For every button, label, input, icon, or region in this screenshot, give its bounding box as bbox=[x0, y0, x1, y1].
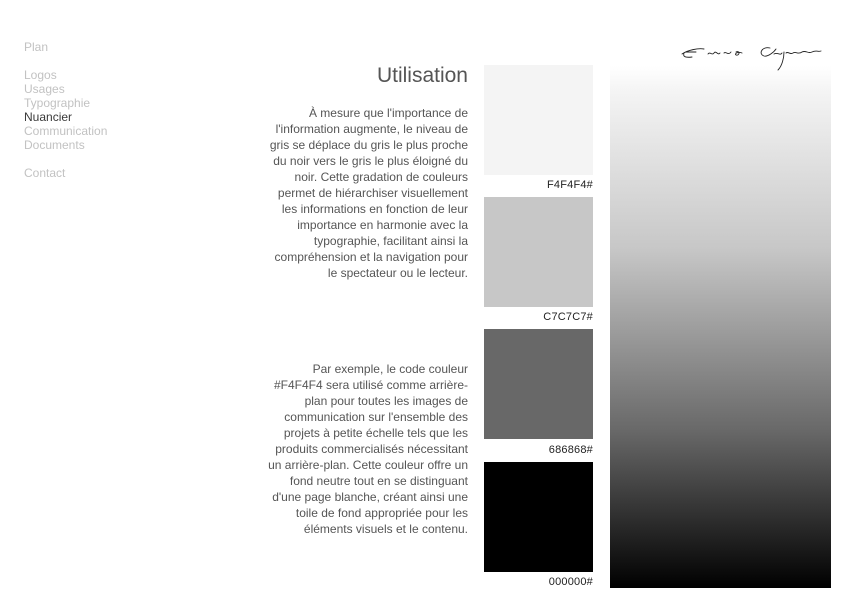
swatch-code-f4f4f4: F4F4F4# bbox=[546, 179, 593, 191]
sidebar-nav bbox=[24, 40, 107, 180]
nav-item-documents[interactable]: Documents bbox=[24, 138, 85, 152]
nav-item-contact[interactable]: Contact bbox=[24, 166, 66, 180]
signature-logo bbox=[678, 40, 824, 72]
gray-gradient-strip bbox=[610, 66, 831, 588]
nav-item-usages[interactable]: Usages bbox=[24, 82, 65, 96]
nav-item-communication[interactable]: Communication bbox=[24, 124, 108, 138]
nav-item-logos[interactable]: Logos bbox=[24, 68, 57, 82]
swatch-686868 bbox=[484, 329, 593, 439]
section-title: Utilisation bbox=[376, 64, 468, 87]
swatch-code-686868: 686868# bbox=[548, 444, 593, 456]
paragraph-usage: À mesure que l'importance de l'information augmente, le niveau de gris se déplace du gris le plus proche du noir vers le gris le plus éloigné du noir. Cette gradation de couleurs permet de hiérarchiser visuellement les informations en fonction de leur importance en harmonie avec la typographie, facilitant ainsi la compréhension et la navigation pour le spectateur ou le lecteur. bbox=[269, 106, 468, 280]
nav-item-plan[interactable]: Plan bbox=[24, 40, 49, 54]
nav-spacer bbox=[24, 152, 107, 166]
paragraph-example: Par exemple, le code couleur #F4F4F4 sera utilisé comme arrière-plan pour toutes les images de communication sur l'ensemble des projets à petite échelle tels que les produits commercialisés nécessitant un arrière-plan. Cette couleur offre un fond neutre tout en se distinguant d'une page blanche, créant ainsi une toile de fond appropriée pour les éléments visuels et le contenu. bbox=[268, 362, 468, 536]
swatch-code-c7c7c7: C7C7C7# bbox=[543, 311, 593, 323]
swatch-code-000000: 000000# bbox=[548, 576, 593, 588]
nav-item-typographie[interactable]: Typographie bbox=[24, 96, 91, 110]
swatch-000000 bbox=[484, 462, 593, 572]
swatch-c7c7c7 bbox=[484, 197, 593, 307]
nav-spacer bbox=[24, 54, 107, 68]
nav-item-nuancier[interactable]: Nuancier bbox=[24, 110, 73, 124]
swatch-f4f4f4 bbox=[484, 65, 593, 175]
